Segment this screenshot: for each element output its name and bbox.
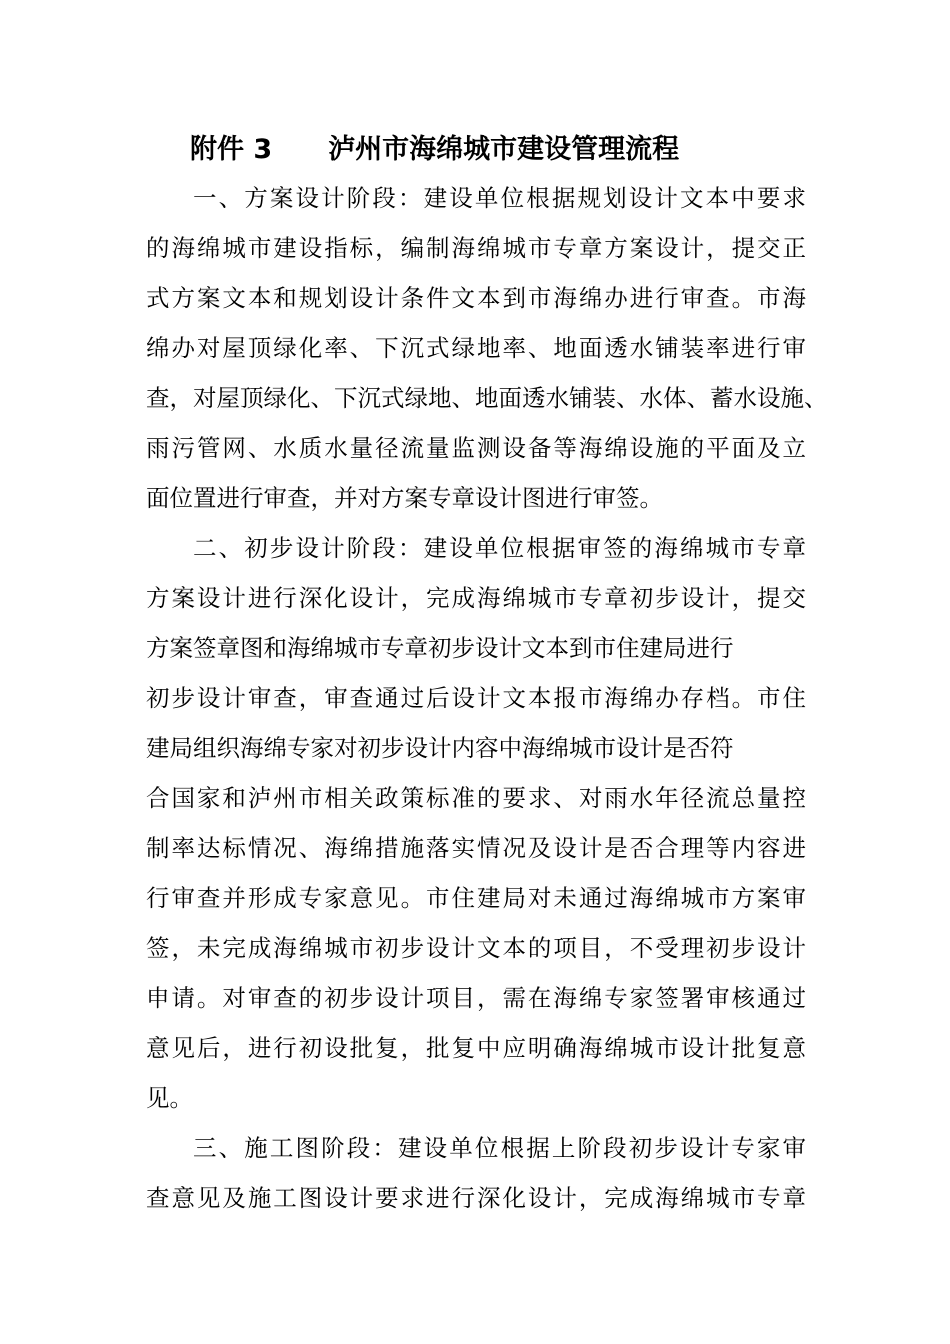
paragraph-line: 制率达标情况、海绵措施落实情况及设计是否合理等内容进 xyxy=(146,834,806,862)
paragraph-line: 见。 xyxy=(146,1084,193,1112)
paragraph-line: 绵办对屋顶绿化率、下沉式绿地率、地面透水铺装率进行审 xyxy=(146,334,806,362)
document-title xyxy=(190,128,679,172)
paragraph-line: 查，对屋顶绿化、下沉式绿地、地面透水铺装、水体、蓄水设施、 xyxy=(146,384,828,412)
paragraph-line: 签，未完成海绵城市初步设计文本的项目，不受理初步设计 xyxy=(146,934,806,962)
paragraph-line: 二、初步设计阶段：建设单位根据审签的海绵城市专章 xyxy=(193,534,806,562)
paragraph-line: 查意见及施工图设计要求进行深化设计，完成海绵城市专章 xyxy=(146,1184,806,1212)
paragraph-line: 初步设计审查，审查通过后设计文本报市海绵办存档。市住 xyxy=(146,684,806,712)
paragraph-line: 申请。对审查的初步设计项目，需在海绵专家签署审核通过 xyxy=(146,984,806,1012)
paragraph-line: 式方案文本和规划设计条件文本到市海绵办进行审查。市海 xyxy=(146,284,806,312)
paragraph-line: 一、方案设计阶段：建设单位根据规划设计文本中要求 xyxy=(193,184,806,212)
paragraph-line: 面位置进行审查，并对方案专章设计图进行审签。 xyxy=(146,484,663,512)
paragraph-line: 建局组织海绵专家对初步设计内容中海绵城市设计是否符 xyxy=(146,734,734,762)
paragraph-line: 的海绵城市建设指标，编制海绵城市专章方案设计，提交正 xyxy=(146,234,806,262)
paragraph-line: 方案设计进行深化设计，完成海绵城市专章初步设计，提交 xyxy=(146,584,806,612)
document-body xyxy=(146,173,826,1223)
attachment-label: 附件 3 xyxy=(190,134,273,165)
title-text: 泸州市海绵城市建设管理流程 xyxy=(328,134,680,165)
paragraph-line: 意见后，进行初设批复，批复中应明确海绵城市设计批复意 xyxy=(146,1034,806,1062)
paragraph-line: 行审查并形成专家意见。市住建局对未通过海绵城市方案审 xyxy=(146,884,806,912)
paragraph-line: 方案签章图和海绵城市专章初步设计文本到市住建局进行 xyxy=(146,634,734,662)
paragraph-line: 三、施工图阶段：建设单位根据上阶段初步设计专家审 xyxy=(193,1134,806,1162)
paragraph-line: 合国家和泸州市相关政策标准的要求、对雨水年径流总量控 xyxy=(146,784,806,812)
paragraph-line: 雨污管网、水质水量径流量监测设备等海绵设施的平面及立 xyxy=(146,434,806,462)
